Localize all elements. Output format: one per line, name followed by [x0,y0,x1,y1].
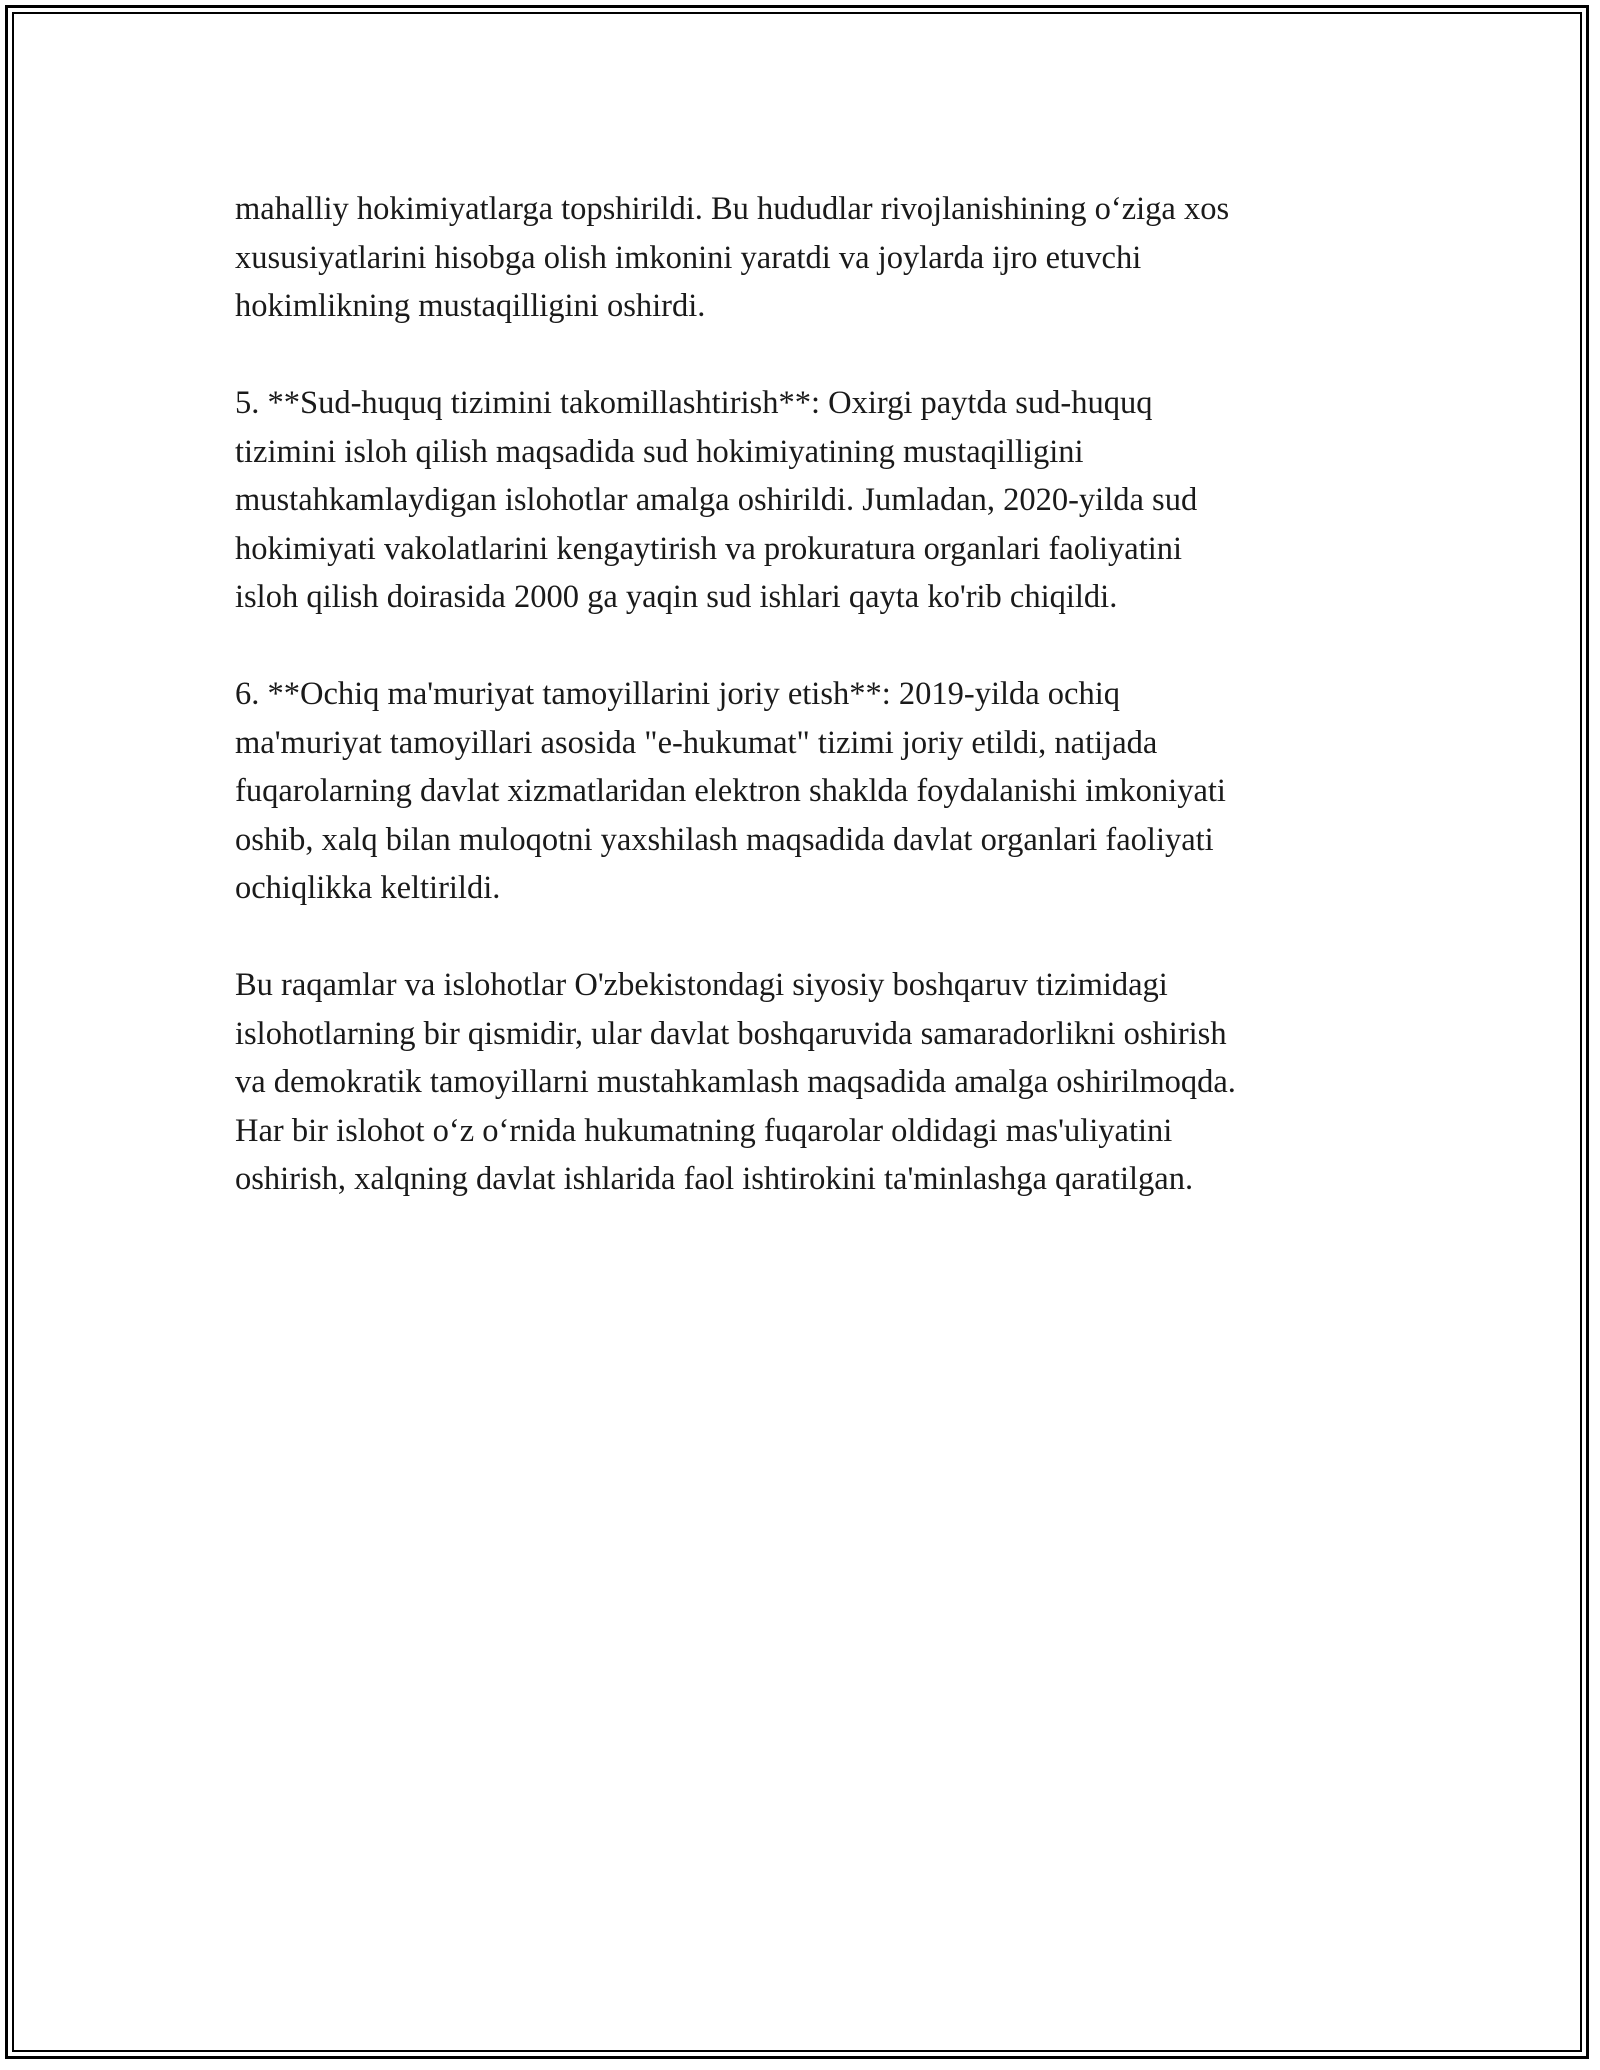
text-line: isloh qilish doirasida 2000 ga yaqin sud ishlari qayta ko'rib chiqildi. [235,579,1118,615]
text-line: fuqarolarning davlat xizmatlaridan elektron shaklda foydalanishi imkoniyati [235,773,1226,809]
text-line: mahalliy hokimiyatlarga topshirildi. Bu hududlar rivojlanishining o‘ziga xos [235,191,1230,227]
text-line: Har bir islohot o‘z o‘rnida hukumatning fuqarolar oldidagi mas'uliyatini [235,1112,1173,1149]
paragraph-hokimlik [235,185,1375,331]
text-line: 6. **Ochiq ma'muriyat tamoyillarini joriy etish**: 2019-yilda ochiq [235,676,1121,712]
text-line: tizimini isloh qilish maqsadida sud hokimiyatining mustaqilligini [235,433,1084,470]
text-line: ma'muriyat tamoyillari asosida "e-hukumat" tizimi joriy etildi, natijada [235,724,1158,761]
text-line: oshib, xalq bilan muloqotni yaxshilash maqsadida davlat organlari faoliyati [235,821,1214,858]
text-line: islohotlarning bir qismidir, ular davlat boshqaruvida samaradorlikni oshirish [235,1015,1227,1052]
paragraph-ochiq-mamuriyat [235,670,1375,913]
text-line: Bu raqamlar va islohotlar O'zbekistondagi siyosiy boshqaruv tizimidagi [235,967,1168,1003]
paragraph-sud-huquq [235,379,1375,622]
paragraph-conclusion [235,961,1375,1204]
text-line: hokimiyati vakolatlarini kengaytirish va prokuratura organlari faoliyatini [235,530,1183,567]
text-line: oshirish, xalqning davlat ishlarida faol ishtirokini ta'minlashga qaratilgan. [235,1161,1194,1197]
document-body [235,185,1375,1252]
text-line: hokimlikning mustaqilligini oshirdi. [235,288,706,324]
text-line: ochiqlikka keltirildi. [235,870,501,906]
text-line: mustahkamlaydigan islohotlar amalga oshirildi. Jumladan, 2020-yilda sud [235,482,1198,518]
text-line: va demokratik tamoyillarni mustahkamlash maqsadida amalga oshirilmoqda. [235,1064,1236,1100]
text-line: xususiyatlarini hisobga olish imkonini yaratdi va joylarda ijro etuvchi [235,239,1142,276]
text-line: 5. **Sud-huquq tizimini takomillashtirish**: Oxirgi paytda sud-huquq [235,385,1153,421]
